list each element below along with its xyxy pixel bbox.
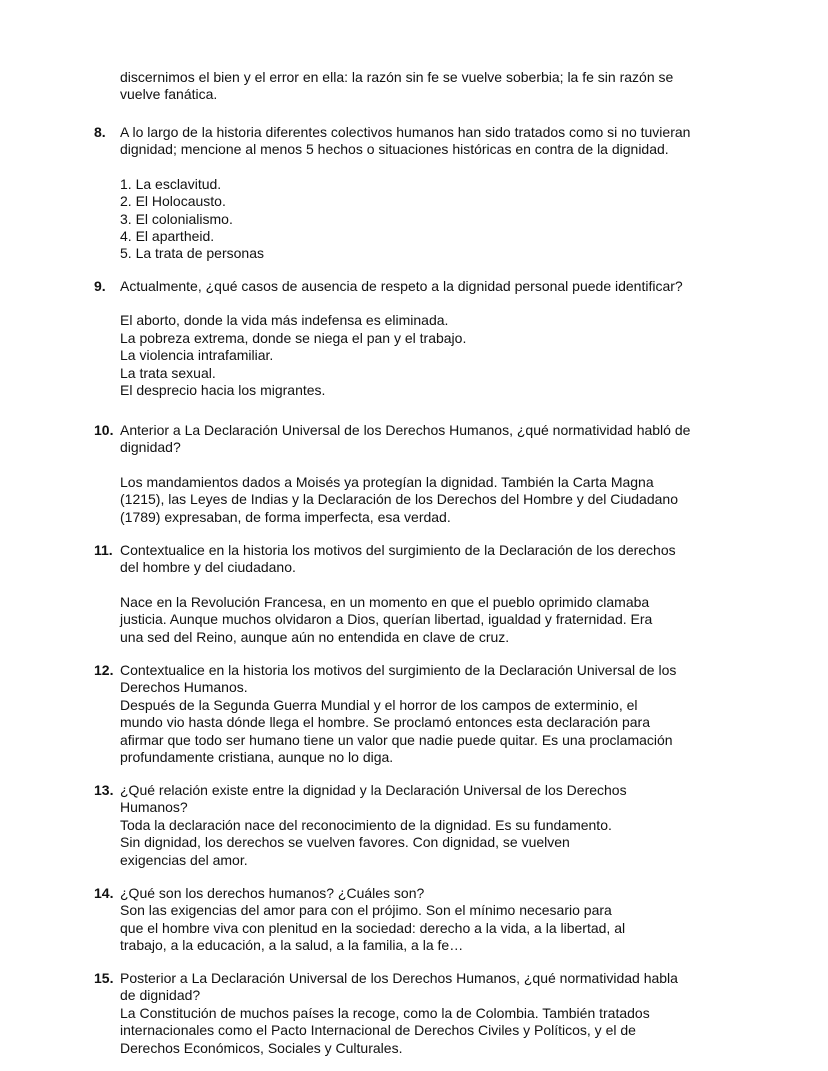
question-text: Actualmente, ¿qué casos de ausencia de respeto a la dignidad personal puede identificar? xyxy=(120,278,683,294)
answer-line: El aborto, donde la vida más indefensa es eliminada. xyxy=(120,312,449,329)
question-text: Posterior a La Declaración Universal de los Derechos Humanos, ¿qué normatividad habla xyxy=(120,970,678,986)
question-text: de dignidad? xyxy=(120,987,201,1004)
question-9 xyxy=(94,278,744,399)
answer-line: 4. El apartheid. xyxy=(120,228,215,245)
answer-line: una sed del Reino, aunque aún no entendida en clave de cruz. xyxy=(120,628,510,645)
answer-line: La violencia intrafamiliar. xyxy=(120,347,274,364)
answer-line: Toda la declaración nace del reconocimiento de la dignidad. Es su fundamento. xyxy=(120,816,612,833)
answer-line: (1789) expresaban, de forma imperfecta, esa verdad. xyxy=(120,508,451,525)
answer-line: exigencias del amor. xyxy=(120,851,248,868)
answer-line: Después de la Segunda Guerra Mundial y el horror de los campos de exterminio, el xyxy=(120,696,638,713)
question-text: A lo largo de la historia diferentes colectivos humanos han sido tratados como si no tuvieran xyxy=(120,124,691,140)
answer-line: La trata sexual. xyxy=(120,364,216,381)
question-text: del hombre y del ciudadano. xyxy=(120,559,296,576)
question-text: Derechos Humanos. xyxy=(120,679,248,696)
answer-line: La pobreza extrema, donde se niega el pan y el trabajo. xyxy=(120,329,467,346)
question-number: 8. xyxy=(94,124,106,140)
answer-line: (1215), las Leyes de Indias y la Declaración de los Derechos del Hombre y del Ciudadano xyxy=(120,491,678,508)
intro-line: vuelve fanática. xyxy=(120,86,218,103)
question-number: 10. xyxy=(94,422,114,438)
answer-line: mundo vio hasta dónde llega el hombre. Se proclamó entonces esta declaración para xyxy=(120,714,650,731)
question-14 xyxy=(94,885,744,955)
answer-line: Sin dignidad, los derechos se vuelven favores. Con dignidad, se vuelven xyxy=(120,834,570,851)
question-number: 13. xyxy=(94,782,114,798)
question-8 xyxy=(94,124,744,263)
question-10 xyxy=(94,422,744,526)
question-text: Anterior a La Declaración Universal de los Derechos Humanos, ¿qué normatividad habló de xyxy=(120,422,691,438)
question-15 xyxy=(94,970,744,1057)
question-13 xyxy=(94,782,744,869)
answer-line: trabajo, a la educación, a la salud, a la familia, a la fe… xyxy=(120,937,464,954)
question-12 xyxy=(94,662,744,766)
answer-line: Derechos Económicos, Sociales y Culturales. xyxy=(120,1039,403,1056)
answer-line: Nace en la Revolución Francesa, en un momento en que el pueblo oprimido clamaba xyxy=(120,593,650,610)
answer-line: Son las exigencias del amor para con el prójimo. Son el mínimo necesario para xyxy=(120,902,612,919)
answer-line: profundamente cristiana, aunque no lo diga. xyxy=(120,749,394,766)
question-11 xyxy=(94,542,744,646)
answer-line: El desprecio hacia los migrantes. xyxy=(120,382,326,399)
question-text: ¿Qué relación existe entre la dignidad y la Declaración Universal de los Derechos xyxy=(120,782,627,798)
question-text: ¿Qué son los derechos humanos? ¿Cuáles son? xyxy=(120,885,425,901)
question-text: Contextualice en la historia los motivos del surgimiento de la Declaración Universal de los xyxy=(120,662,677,678)
question-number: 11. xyxy=(94,542,113,558)
answer-line: 1. La esclavitud. xyxy=(120,175,222,192)
question-text: dignidad? xyxy=(120,439,181,456)
answer-line: La Constitución de muchos países la recoge, como la de Colombia. También tratados xyxy=(120,1004,650,1021)
question-number: 14. xyxy=(94,885,114,901)
question-number: 12. xyxy=(94,662,114,678)
answer-line: que el hombre viva con plenitud en la sociedad: derecho a la vida, a la libertad, al xyxy=(120,919,626,936)
answer-line: 5. La trata de personas xyxy=(120,245,264,262)
answer-line: 3. El colonialismo. xyxy=(120,210,233,227)
question-text: Humanos? xyxy=(120,799,188,816)
question-number: 9. xyxy=(94,278,106,294)
answer-line: justicia. Aunque muchos olvidaron a Dios, querían libertad, igualdad y fraternidad. Era xyxy=(120,611,653,628)
answer-line: 2. El Holocausto. xyxy=(120,193,226,210)
answer-line: internacionales como el Pacto Internacional de Derechos Civiles y Políticos, y el de xyxy=(120,1022,636,1039)
answer-line: Los mandamientos dados a Moisés ya protegían la dignidad. También la Carta Magna xyxy=(120,473,654,490)
answer-line: afirmar que todo ser humano tiene un valor que nadie puede quitar. Es una proclamación xyxy=(120,731,673,748)
question-number: 15. xyxy=(94,970,114,986)
intro-line: discernimos el bien y el error en ella: la razón sin fe se vuelve soberbia; la fe sin razón se xyxy=(120,69,674,85)
question-text: Contextualice en la historia los motivos del surgimiento de la Declaración de los derechos xyxy=(120,542,676,558)
question-text: dignidad; mencione al menos 5 hechos o situaciones históricas en contra de la dignidad. xyxy=(120,141,669,158)
intro-paragraph xyxy=(94,69,744,104)
